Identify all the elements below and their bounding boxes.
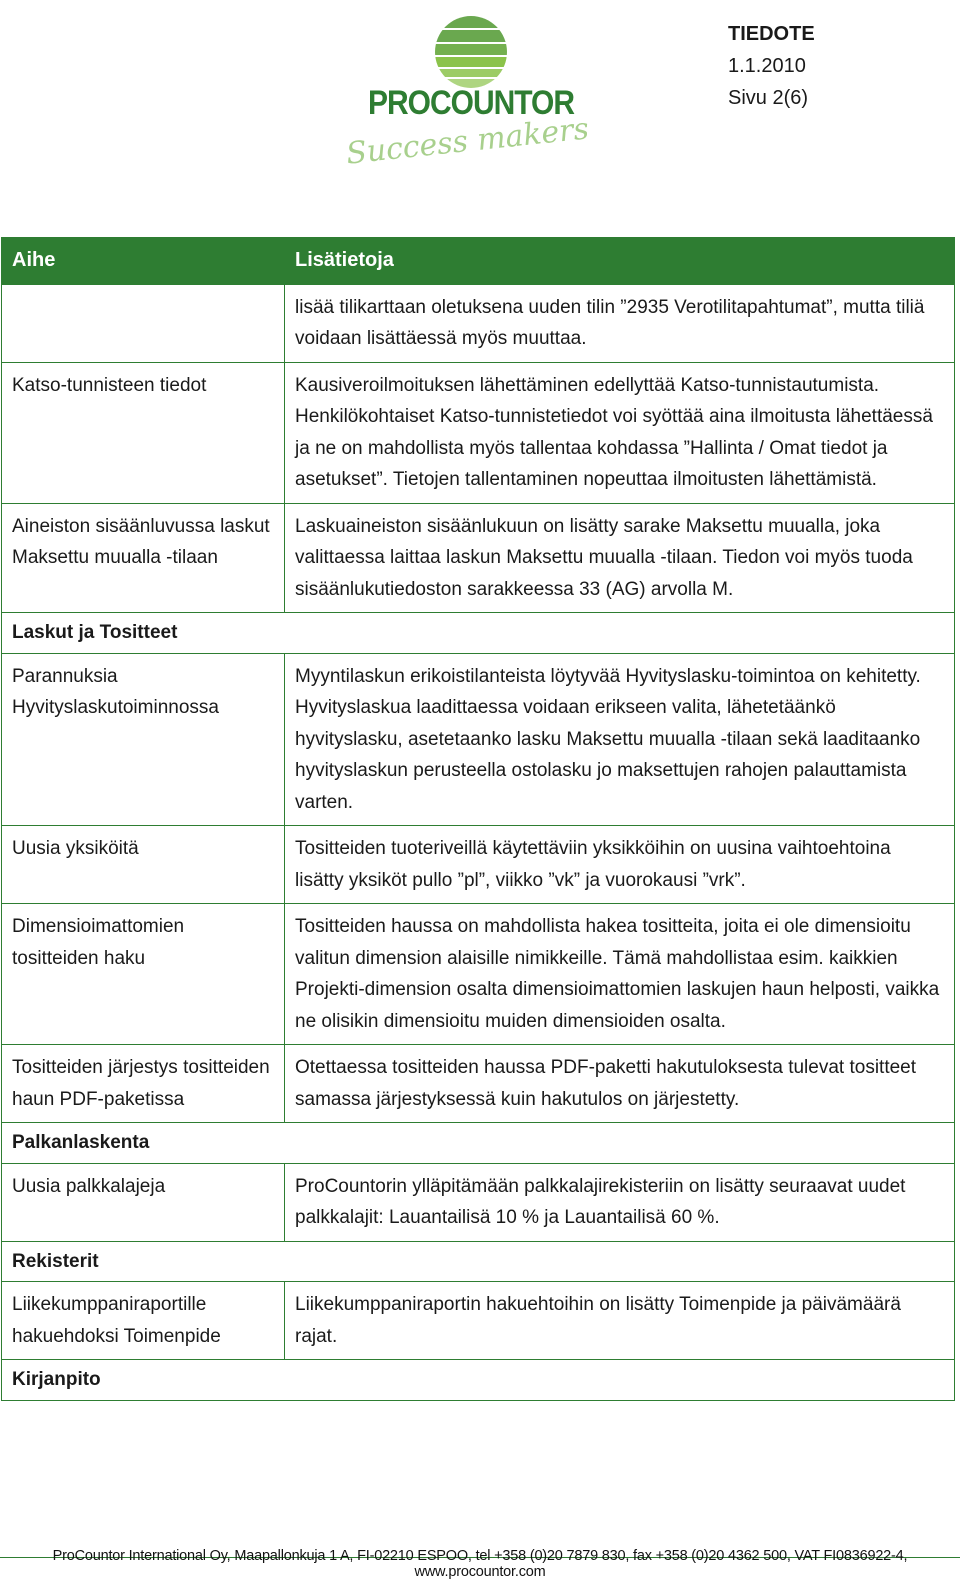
table-row <box>2 1045 955 1123</box>
row-subject: Aineiston sisäänluvussa laskut Maksettu muualla -tilaan <box>2 503 285 613</box>
row-info: ProCountorin ylläpitämään palkkalajirekisteriin on lisätty seuraavat uudet palkkalajit: Lauantailisä 10 % ja Lauantailisä 60 %. <box>285 1163 955 1241</box>
section-row <box>2 613 955 654</box>
section-title: Rekisterit <box>2 1241 955 1282</box>
section-title: Laskut ja Tositteet <box>2 613 955 654</box>
procountor-logo <box>336 6 606 176</box>
row-subject: Katso-tunnisteen tiedot <box>2 362 285 503</box>
row-info: lisää tilikarttaan oletuksena uuden tilin ”2935 Verotilitapahtumat”, mutta tiliä voidaan lisättäessä myös muuttaa. <box>285 284 955 362</box>
table-row <box>2 362 955 503</box>
section-title: Palkanlaskenta <box>2 1123 955 1164</box>
release-notes-table <box>1 237 955 1401</box>
table-row <box>2 826 955 904</box>
row-info: Tositteiden haussa on mahdollista hakea tositteita, joita ei ole dimensioitu valitun dimension alaisille nimikkeille. Tämä mahdollistaa esim. kaikkien Projekti-dimension osalta dimensioimattomien laskujen haun helposti, vaikka ne olisikin dimensioitu muiden dimensioiden osalta. <box>285 904 955 1045</box>
document-type: TIEDOTE <box>728 23 815 45</box>
section-row <box>2 1360 955 1401</box>
row-subject: Liikekumppaniraportille hakuehdoksi Toimenpide <box>2 1282 285 1360</box>
table-row <box>2 1163 955 1241</box>
page-number: Sivu 2(6) <box>728 87 809 109</box>
row-info: Liikekumppaniraportin hakuehtoihin on lisätty Toimenpide ja päivämäärä rajat. <box>285 1282 955 1360</box>
row-info: Kausiveroilmoituksen lähettäminen edellyttää Katso-tunnistautumista. Henkilökohtaiset Katso-tunnistetiedot voi syöttää aina ilmoitusta lähettäessä ja ne on mahdollista myös tallentaa kohdassa ”Hallinta / Omat tiedot ja asetukset”. Tietojen tallentaminen nopeuttaa ilmoitusten lähettämistä. <box>285 362 955 503</box>
row-info: Myyntilaskun erikoistilanteista löytyvää Hyvityslasku-toimintoa on kehitetty. Hyvityslaskua laadittaessa voidaan erikseen valita, lähetetäänkö hyvityslasku, asetetaanko lasku Maksettu muualla -tilaan sekä laaditaanko hyvityslaskun perusteella ostolasku jo maksettujen rahojen palauttamista varten. <box>285 653 955 826</box>
row-subject: Dimensioimattomien tositteiden haku <box>2 904 285 1045</box>
row-info: Tositteiden tuoteriveillä käytettäviin yksikköihin on uusina vaihtoehtoina lisätty yksiköt pullo ”pl”, viikko ”vk” ja vuorokausi ”vrk”. <box>285 826 955 904</box>
section-row <box>2 1241 955 1282</box>
logo-tagline-text: Success makers <box>344 111 591 172</box>
row-subject: Parannuksia Hyvityslaskutoiminnossa <box>2 653 285 826</box>
table-row <box>2 503 955 613</box>
table-row <box>2 904 955 1045</box>
document-date: 1.1.2010 <box>728 55 806 77</box>
table-row <box>2 653 955 826</box>
row-info: Otettaessa tositteiden haussa PDF-paketti hakutuloksesta tulevat tositteet samassa järjestyksessä kuin hakutulos on järjestetty. <box>285 1045 955 1123</box>
logo-brand-text: PROCOUNTOR <box>367 83 575 122</box>
row-subject <box>2 284 285 362</box>
row-subject: Uusia palkkalajeja <box>2 1163 285 1241</box>
section-row <box>2 1123 955 1164</box>
column-header-info: Lisätietoja <box>285 238 955 285</box>
row-subject: Tositteiden järjestys tositteiden haun PDF-paketissa <box>2 1045 285 1123</box>
document-header <box>728 18 815 114</box>
row-info: Laskuaineiston sisäänlukuun on lisätty sarake Maksettu muualla, joka valittaessa laittaa laskun Maksettu muualla -tilaan. Tiedon voi myös tuoda sisäänlukutiedoston sarakkeessa 33 (AG) arvolla M. <box>285 503 955 613</box>
row-subject: Uusia yksiköitä <box>2 826 285 904</box>
section-title: Kirjanpito <box>2 1360 955 1401</box>
table-row <box>2 1282 955 1360</box>
footer-address: ProCountor International Oy, Maapallonkuja 1 A, FI-02210 ESPOO, tel +358 (0)20 7879 830, fax +358 (0)20 4362 500, VAT FI0836922-4, www.procountor.com <box>52 1548 908 1580</box>
table-row <box>2 284 955 362</box>
column-header-subject: Aihe <box>2 238 285 285</box>
table-header-row <box>2 238 955 285</box>
